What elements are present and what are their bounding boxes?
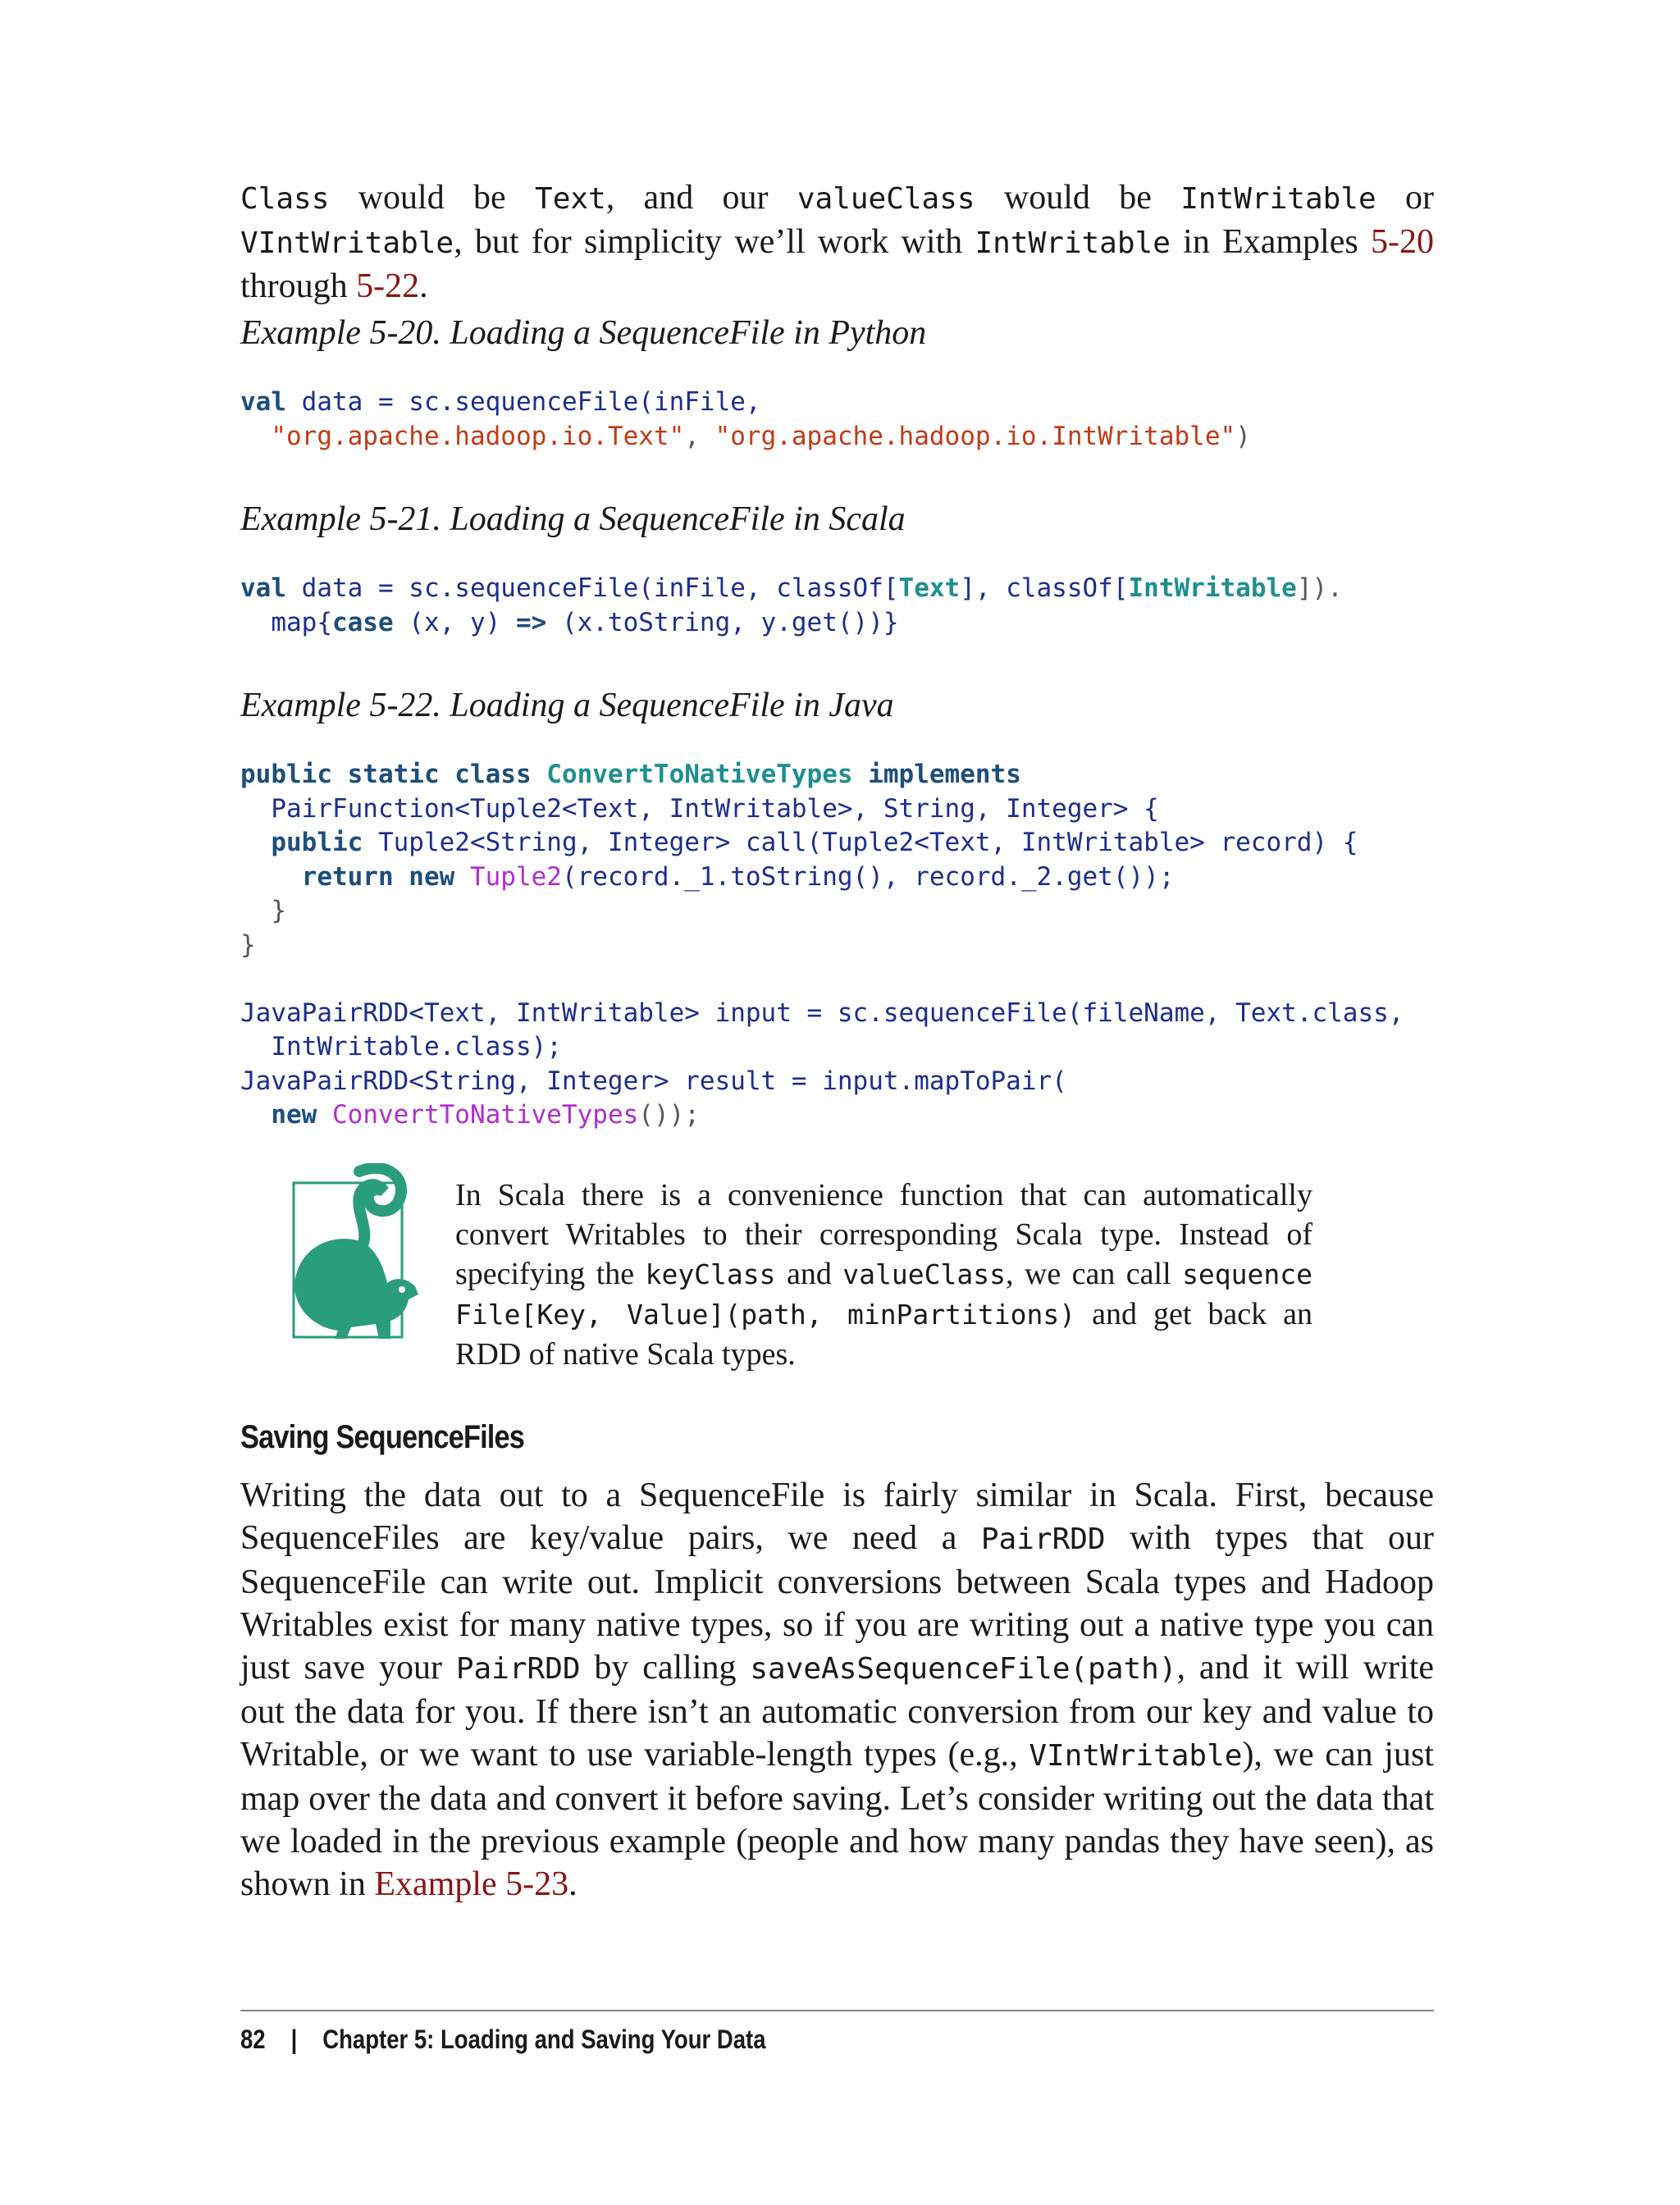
footer-divider [240,2010,1434,2011]
code-token: new [271,1100,317,1130]
code-token: "org.apache.hadoop.io.IntWritable" [714,421,1236,451]
text: or [1376,179,1434,217]
code-token: ], classOf[ [960,573,1129,603]
code-token [240,828,271,857]
code-token: data = sc.sequenceFile(inFile, classOf[ [286,573,899,603]
example-5-21-code [240,572,1343,640]
inline-code: IntWritable [975,226,1171,260]
code-token [317,1100,332,1130]
example-link-5-20[interactable]: 5-20 [1371,223,1434,261]
inline-code: VIntWritable [1029,1739,1243,1773]
code-token: ) [1235,421,1251,451]
code-token: data = sc.sequenceFile(inFile, [286,387,761,417]
code-token: PairFunction<Tuple2<Text, IntWritable>, String, Integer> { [240,793,1159,824]
code-token: JavaPairRDD<Text, IntWritable> input = sc.sequenceFile(fileName, Text.class, [240,998,1404,1028]
example-5-21-caption: Example 5-21. Loading a SequenceFile in Scala [240,500,906,538]
code-token: IntWritable.class); [240,1032,562,1061]
code-token: ]). [1296,573,1343,603]
code-token [240,1100,271,1130]
text: with types that our SequenceFile can write out. Implicit conversions between Scala types and Hadoop Writables exist for many native types, so if you are writing out a native type you can just save your [240,1519,1434,1687]
code-token: ConvertToNativeTypes [546,760,853,789]
example-5-20-code [240,386,1251,454]
text: would be [975,179,1181,217]
code-token: implements [868,760,1021,789]
lemur-icon [277,1163,425,1345]
inline-code: valueClass [797,182,975,216]
code-token [454,862,470,892]
text: , and it will write out the data for you. If there isn’t an automatic conversion from our key and value to Writable, or we want to use variable-length types (e.g., [240,1649,1435,1774]
code-token: public [271,828,363,857]
text: , and our [605,179,797,217]
section-paragraph [240,1474,1434,1906]
example-5-20-caption: Example 5-20. Loading a SequenceFile in Python [240,314,927,352]
code-token: JavaPairRDD<String, Integer> result = input.mapToPair( [240,1066,1067,1096]
example-link-5-22[interactable]: 5-22 [356,267,420,305]
example-5-22-code [240,758,1404,1133]
inline-code: PairRDD [455,1652,581,1686]
text: In Scala there is a convenience function that can automatically convert Writables to their corresponding Scala type. Instead of specifying the [455,1178,1312,1291]
code-token: IntWritable [1128,573,1297,603]
text: through [240,267,357,305]
text: would be [329,179,536,217]
inline-code: saveAsSequenceFile(path) [750,1652,1177,1686]
code-token: map{ [240,607,332,637]
code-token: Tuple2<String, Integer> call(Tuple2<Text, IntWritable> record) { [363,828,1358,857]
tip-note [455,1176,1312,1374]
example-5-22-caption: Example 5-22. Loading a SequenceFile in Java [240,687,894,724]
inline-code: Class [240,182,330,216]
text: . [568,1865,578,1903]
example-link-5-23[interactable]: Example 5-23 [374,1865,569,1903]
code-token: } [240,896,286,925]
page-number: 82 [240,2025,266,2054]
code-token: ()); [638,1100,700,1130]
code-token [532,760,547,789]
page-footer [240,2023,766,2056]
code-token: case [331,607,394,637]
code-token: (record._1.toString(), record._2.get()); [561,861,1175,892]
section-heading: Saving SequenceFiles [240,1419,525,1455]
inline-code: Text [535,182,606,216]
inline-code: keyClass [645,1258,776,1290]
text: in Examples [1170,223,1371,261]
text: by calling [580,1649,751,1687]
text: ), we can just map over the data and convert it before saving. Let’s consider writing out the data that we loaded in the previous example (people and how many pandas they have seen), as shown in [240,1736,1434,1903]
code-token [853,760,869,789]
code-token [240,862,302,892]
chapter-title: Chapter 5: Loading and Saving Your Data [322,2025,766,2054]
code-token: (x, y) [393,607,516,637]
code-token [240,422,271,451]
inline-code: valueClass [842,1258,1006,1290]
text: and get back an RDD of native Scala types. [455,1297,1312,1372]
code-token: public static class [240,760,532,789]
inline-code: sequence File[Key, Value](path, minPartitions) [455,1258,1313,1331]
footer-separator: | [290,2025,298,2054]
code-token: => [515,607,547,637]
inline-code: VIntWritable [240,226,454,260]
code-token: val [240,573,286,603]
text: , but for simplicity we’ll work with [454,223,975,261]
code-token: } [240,929,256,960]
code-token: "org.apache.hadoop.io.Text" [271,421,685,451]
code-token: , [684,421,715,451]
code-token: Tuple2 [469,861,562,892]
code-token: (x.toString, y.get())} [546,607,899,637]
intro-paragraph [240,176,1434,308]
code-token: ConvertToNativeTypes [332,1100,639,1130]
text: . [419,267,428,305]
code-token: return new [301,861,455,892]
inline-code: PairRDD [980,1522,1106,1556]
text: , we can call [1005,1257,1183,1291]
text: Writing the data out to a SequenceFile is fairly similar in Scala. First, because SequenceFiles are key/value pairs, we need a [240,1477,1434,1557]
code-token: Text [898,573,961,603]
text: and [775,1257,843,1291]
code-token: val [240,387,286,417]
inline-code: IntWritable [1180,182,1376,216]
